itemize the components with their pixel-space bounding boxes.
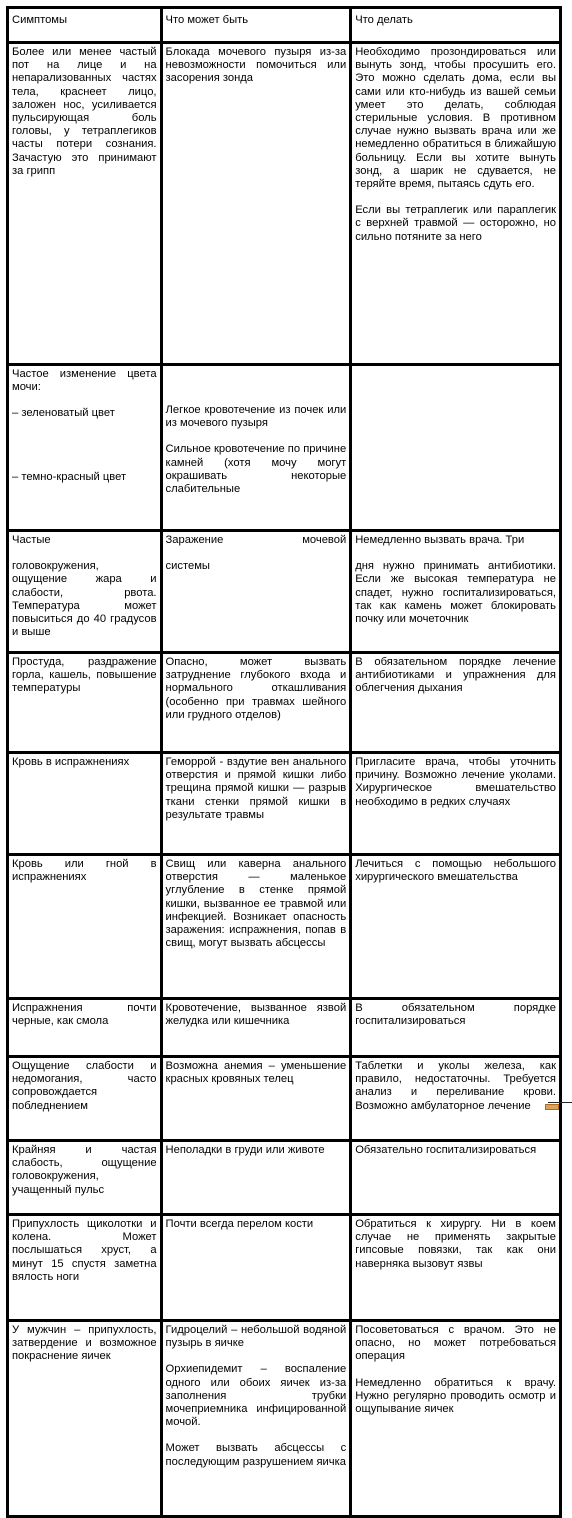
cell-text: Необходимо прозондироваться или вынуть зонд, чтобы просушить его. Это можно сделать дома, если вы сами или кто-нибудь из вашей семьи умеет это делать, соблюдая стерильные условия. В противном случае нужно вызвать врача или же немедленно обратиться в ближайшую больницу. Если вы хотите вынуть зонд, а шарик не сдувается, не теряйте время, пытаясь сдуть его. — [355, 46, 556, 191]
symptom-cell — [8, 653, 162, 753]
cause-cell — [161, 1057, 351, 1141]
cause-cell — [161, 43, 351, 365]
symptoms-table — [6, 6, 562, 1518]
cell-text: Возможна анемия – уменьшение красных кровяных телец — [165, 1060, 347, 1086]
action-cell — [351, 753, 561, 855]
action-cell — [351, 1141, 561, 1215]
cell-text: В обязательном порядке лечение антибиотиками и упражнения для облегчения дыхания — [355, 656, 556, 695]
table-row — [8, 365, 561, 531]
cell-text: Пригласите врача, чтобы уточнить причину. Возможно лечение уколами. Хирургическое вмешательство необходимо в редких случаях — [355, 756, 556, 808]
cell-text: Таблетки и уколы железа, как правило, недостаточны. Требуется анализ и переливание крови. Возможно амбулаторное лечение — [355, 1060, 556, 1112]
cell-text: Простуда, раздражение горла, кашель, повышение температуры — [12, 656, 157, 695]
cell-text: Кровотечение, вызванное язвой желудка или кишечника — [165, 1002, 347, 1028]
cell-text: Блокада мочевого пузыря из-за невозможности помочиться или засорения зонда — [165, 46, 347, 85]
cause-cell — [161, 855, 351, 999]
table-row — [8, 999, 561, 1057]
cell-text: Немедленно обратиться к врачу. Нужно регулярно проводить осмотр и ощупывание яичек — [355, 1376, 556, 1416]
edge-line — [548, 1102, 572, 1103]
action-cell — [351, 1215, 561, 1321]
cause-cell — [161, 999, 351, 1057]
cell-text: Кровь в испражнениях — [12, 756, 130, 768]
cell-text: Частое изменение цвета мочи: — [12, 368, 157, 394]
action-cell — [351, 653, 561, 753]
symptom-cell — [8, 753, 162, 855]
cell-text: Заражение мочевой — [165, 534, 347, 546]
edge-marker — [545, 1104, 559, 1110]
table-row — [8, 1321, 561, 1517]
table-row — [8, 531, 561, 653]
table-row — [8, 43, 561, 365]
cell-text: – зеленоватый цвет — [12, 407, 115, 420]
symptom-cell — [8, 43, 162, 365]
action-cell — [351, 1321, 561, 1517]
action-cell — [351, 855, 561, 999]
symptom-cell — [8, 1057, 162, 1141]
cell-text: Геморрой - вздутие вен анального отверстия и прямой кишки либо трещина прямой кишки — разрыв ткани стенки прямой кишки в результате травмы — [165, 756, 347, 821]
cell-text: Более или менее частый пот на лице и на непарализованных частях тела, краснеет лицо, заложен нос, усиливается пульсирующая боль головы, у тетраплегиков часты потери сознания. Зачастую это принимают за грипп — [12, 46, 157, 177]
cell-text: Немедленно вызвать врача. Три — [355, 534, 525, 546]
cell-text: Может вызвать абсцессы с последующим разрушением яичка — [165, 1442, 347, 1468]
cell-text: У мужчин – припухлость, затвердение и возможное покраснение яичек — [12, 1324, 157, 1363]
symptom-cell — [8, 855, 162, 999]
action-cell — [351, 1057, 561, 1141]
cell-text: Орхиепидемит – воспаление одного или обоих яичек из-за заполнения трубки мочеприемника инфицированной мочой. — [165, 1363, 347, 1429]
action-cell — [351, 531, 561, 653]
cell-text: Испражнения почти черные, как смола — [12, 1002, 157, 1028]
header-what-to-do: Что делать — [351, 8, 561, 43]
cell-text: – темно-красный цвет — [12, 470, 127, 483]
cell-text: системы — [165, 560, 210, 573]
cell-text: Лечиться с помощью небольшого хирургического вмешательства — [355, 858, 556, 884]
cell-text: Посоветоваться с врачом. Это не опасно, но может потребоваться операция — [355, 1324, 556, 1363]
cause-cell — [161, 531, 351, 653]
cell-text: Опасно, может вызвать затруднение глубокого входа и нормального откашливания (особенно при травмах шейного или грудного отделов) — [165, 656, 347, 721]
cell-text: Легкое кровотечение из почек или из мочевого пузыря — [165, 404, 347, 430]
cell-text: Гидроцелий – небольшой водяной пузырь в яичке — [165, 1324, 347, 1350]
cell-text: Обязательно госпитализироваться — [355, 1144, 537, 1156]
cell-text: Если вы тетраплегик или параплегик с верхней травмой — осторожно, но сильно потяните за него — [355, 204, 556, 243]
cell-text: Почти всегда перелом кости — [165, 1218, 314, 1230]
symptom-cell — [8, 1215, 162, 1321]
table-row — [8, 1215, 561, 1321]
cause-cell — [161, 1141, 351, 1215]
cause-cell — [161, 653, 351, 753]
table-row — [8, 653, 561, 753]
table-row — [8, 1141, 561, 1215]
header-possible-cause: Что может быть — [161, 8, 351, 43]
table-row — [8, 855, 561, 999]
cell-text: дня нужно принимать антибиотики. Если же высокая температура не спадет, нужно госпитализироваться, так как камень может блокировать почку или мочеточник — [355, 560, 556, 626]
cell-text: Припухлость щиколотки и колена. Может послышаться хруст, а минут 15 спустя заметна вялость ноги — [12, 1218, 157, 1283]
symptom-cell — [8, 1141, 162, 1215]
action-cell — [351, 999, 561, 1057]
cell-text: В обязательном порядке госпитализироваться — [355, 1002, 556, 1028]
table-header-row — [8, 8, 561, 43]
cause-cell — [161, 1215, 351, 1321]
cause-cell — [161, 365, 351, 531]
action-cell — [351, 43, 561, 365]
symptom-cell — [8, 531, 162, 653]
cell-text: Кровь или гной в испражнениях — [12, 858, 157, 884]
cell-text: Крайняя и частая слабость, ощущение головокружения, учащенный пульс — [12, 1144, 157, 1196]
header-symptoms: Симптомы — [8, 8, 162, 43]
cell-text: Ощущение слабости и недомогания, часто сопровождается побледнением — [12, 1060, 157, 1112]
symptom-cell — [8, 999, 162, 1057]
cell-text: Неполадки в груди или животе — [165, 1144, 325, 1156]
cause-cell — [161, 1321, 351, 1517]
cause-cell — [161, 753, 351, 855]
cell-text: головокружения, ощущение жара и слабости, рвота. Температура может повыситься до 40 градусов и выше — [12, 560, 157, 639]
table-row — [8, 1057, 561, 1141]
cell-text: Частые — [12, 534, 51, 546]
table-row — [8, 753, 561, 855]
symptom-cell — [8, 365, 162, 531]
cell-text: Сильное кровотечение по причине камней (хотя мочу могут окрашивать некоторые слабительные — [165, 443, 347, 496]
cell-text: Свищ или каверна анального отверстия — маленькое углубление в стенке прямой кишки, вызванное ее травмой или инфекцией. Возникает опасность заражения: испражнения, попав в свищ, могут вызвать абсцессы — [165, 858, 347, 950]
cell-text: Обратиться к хирургу. Ни в коем случае не применять закрытые гипсовые повязки, так как они наверняка вызовут язвы — [355, 1218, 556, 1270]
action-cell — [351, 365, 561, 531]
symptom-cell — [8, 1321, 162, 1517]
